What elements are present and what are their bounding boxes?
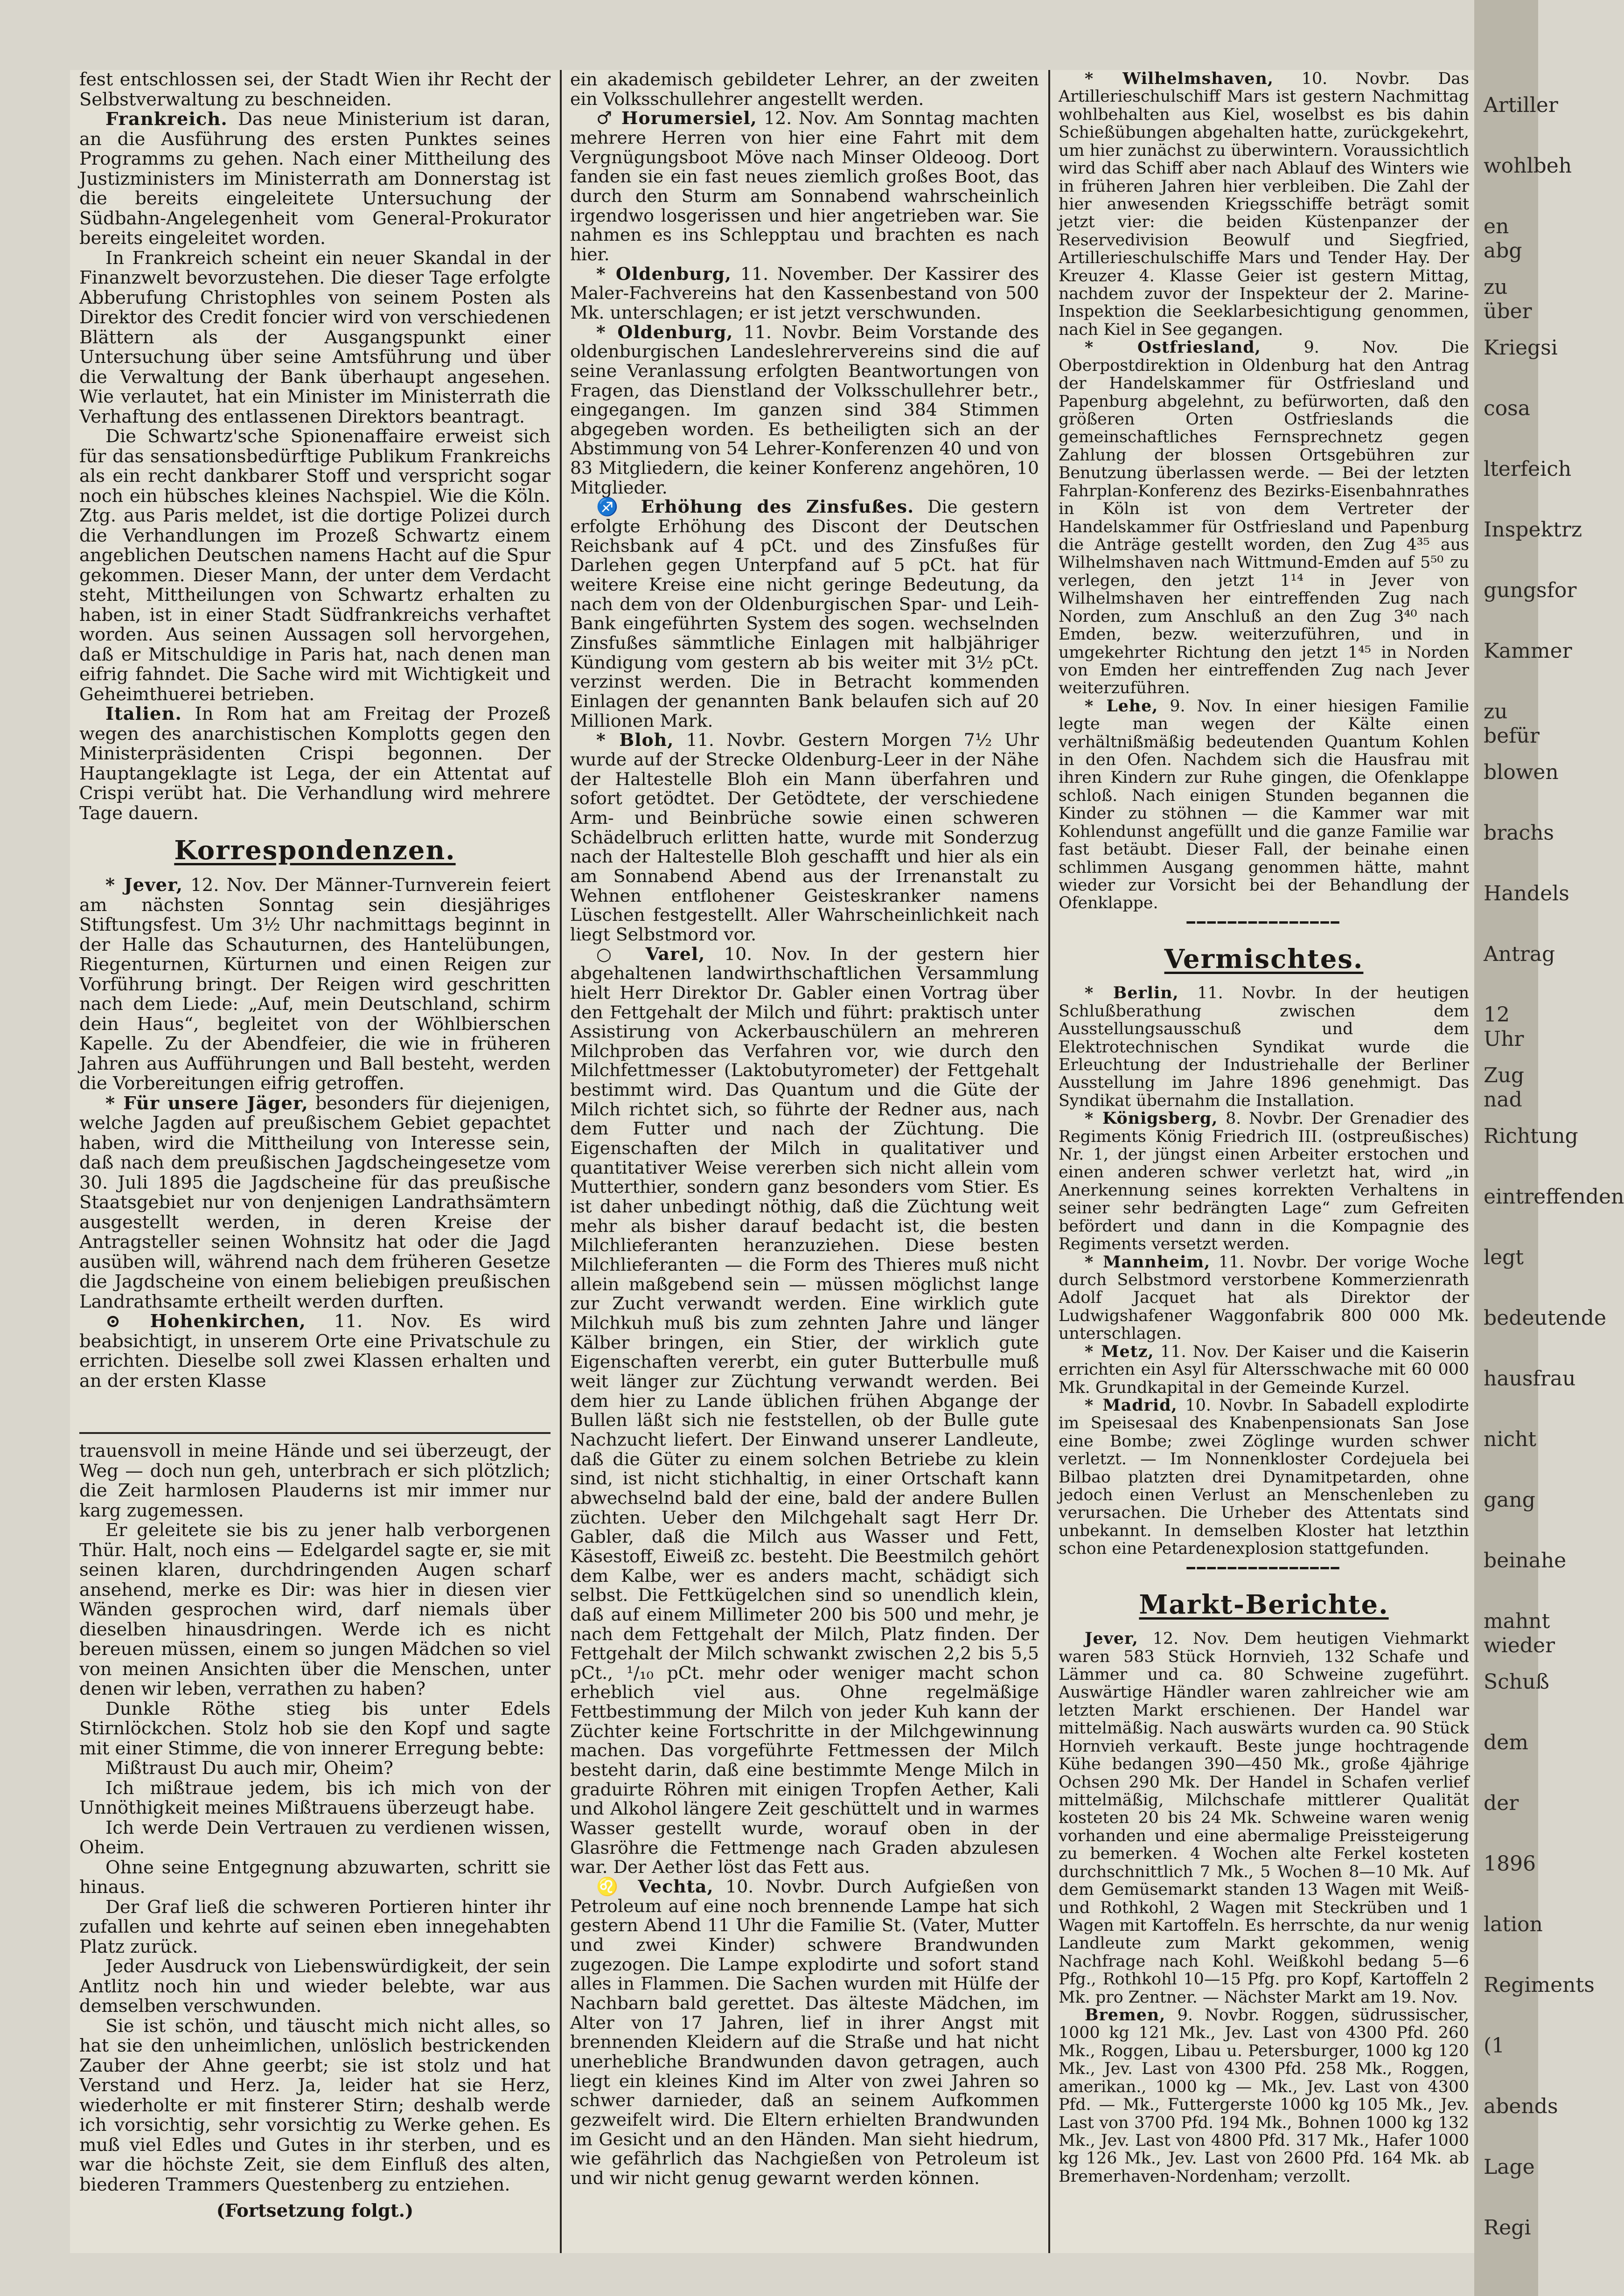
margin-fragment: Richtung — [1484, 1124, 1578, 1148]
article-text: 12. Nov. Am Sonntag machten mehrere Herren von hier eine Fahrt mit dem Vergnügungsboot Möve nach Minser Oldeoog. Dort fanden sie ein fast neues ziemlich großes Boot, das durch den Sturm am Sonnabend wahrscheinlich irgendwo losgerissen und hier angetrieben war. Sie nahmen es ins Schlepptau und brachten es nach hier. — [570, 108, 1039, 264]
margin-fragment: (1 — [1484, 2034, 1505, 2058]
paragraph: ein akademisch gebildeter Lehrer, an der zweiten ein Volksschullehrer angestellt werden. — [570, 69, 1039, 109]
article-heading: * Ostfriesland, — [1085, 338, 1261, 357]
paragraph — [1059, 697, 1469, 912]
margin-fragment: nicht — [1484, 1427, 1537, 1451]
article-heading: * Königsberg, — [1085, 1109, 1218, 1128]
column-1 — [79, 70, 551, 1391]
paragraph — [79, 1312, 551, 1391]
article-heading: Italien. — [105, 703, 182, 724]
margin-fragment: abends — [1484, 2094, 1558, 2118]
margin-fragment: beinahe — [1484, 1549, 1567, 1572]
paragraph: fest entschlossen sei, der Stadt Wien ihr Recht der Selbstverwaltung zu beschneiden. — [79, 69, 551, 110]
article-heading: ⊙ Hohenkirchen, — [105, 1311, 306, 1332]
margin-fragment: cosa — [1484, 397, 1530, 420]
article-heading: * Bloh, — [596, 730, 674, 751]
paragraph — [1059, 2006, 1469, 2185]
margin-fragment: wohlbeh — [1484, 154, 1572, 178]
paragraph — [570, 945, 1039, 1878]
margin-fragment: Zug nad — [1484, 1064, 1525, 1112]
feuilleton-separator — [79, 1432, 551, 1434]
article-text: 11. Nov. Es wird beabsichtigt, in unserem Orte eine Privatschule zu errichten. Dieselbe soll zwei Klassen erhalten und an der ersten Klasse — [79, 1311, 551, 1392]
article-heading: * Jever, — [105, 875, 183, 896]
article-heading: Jever, — [1085, 1629, 1138, 1649]
article-heading: Bremen, — [1085, 2005, 1166, 2025]
paragraph — [1059, 339, 1469, 697]
paragraph — [79, 1094, 551, 1312]
article-heading: ○ Varel, — [596, 943, 705, 964]
paragraph — [570, 323, 1039, 498]
paragraph: Er geleitete sie bis zu jener halb verborgenen Thür. Halt, noch eins — Edelgardel sagte er, sie mit seinen klaren, durchdringenden Augen scharf ansehend, merke es Dir: was hier in diesen vier Wänden gesprochen wird, darf niemals über dieselben hinausdringen. Werde ich es nicht bereuen müssen, einem so jungen Mädchen so viel von meinen Ansichten über die Menschen, unter denen wir leben, verrathen zu haben? — [79, 1520, 551, 1699]
column-divider — [1048, 70, 1050, 2253]
article-heading: * Madrid, — [1085, 1395, 1178, 1415]
adjacent-page-edge — [1474, 0, 1624, 2296]
margin-fragment: Inspektrz — [1484, 518, 1582, 542]
paragraph — [1059, 1343, 1469, 1397]
paragraph — [1059, 1630, 1469, 2006]
paragraph: Ohne seine Entgegnung abzuwarten, schritt sie hinaus. — [79, 1857, 551, 1898]
article-text: 8. Novbr. Der Grenadier des Regiments König Friedrich III. (ostpreußisches) Nr. 1, der jüngst einen Arbeiter erstochen und einen anderen schwer verletzt hat, wird „in Anerkennung seines korrekten Verhaltens in seiner sehr bedrängten Lage“ zum Gefreiten befördert und dann in die Kompagnie des Regiments versetzt werden. — [1059, 1109, 1469, 1254]
article-text: 12. Nov. Der Männer-Turnverein feiert am nächsten Sonntag sein diesjähriges Stiftungsfest. Um 3½ Uhr nachmittags beginnt in der Halle das Schauturnen, des Hantelübungen, Riegenturnen, Kürturnen und einen Reigen zur Vorführung bringt. Der Reigen wird geschritten nach dem Liede: „Auf, mein Deutschland, schirm dein Haus“, begleitet von der Wöhlbierschen Kapelle. Zu der Abendfeier, die wie in früheren Jahren aus Aufführungen und Ball besteht, werden die Vorbereitungen eifrig getroffen. — [79, 875, 551, 1094]
paragraph — [79, 876, 551, 1094]
margin-fragment: mahnt wieder — [1484, 1609, 1555, 1657]
margin-fragment: gungsfor — [1484, 578, 1577, 602]
column-divider — [560, 70, 562, 2253]
paragraph: Dunkle Röthe stieg bis unter Edels Stirnlöckchen. Stolz hob sie den Kopf und sagte mit einer Stimme, die von innerer Erregung bebte: — [79, 1698, 551, 1759]
article-text: 9. Novbr. Roggen, südrussischer, 1000 kg 121 Mk., Jev. Last von 4300 Pfd. 260 Mk., Roggen, Libau u. Petersburger, 1000 kg 120 Mk., Jev. Last von 4300 Pfd. 258 Mk., Roggen, amerikan., 1000 kg — Mk., Jev. Last von 4300 Pfd. — Mk., Futtergerste 1000 kg 105 Mk., Jev. Last von 3700 Pfd. 194 Mk., Bohnen 1000 kg 132 Mk., Jev. Last von 4800 Pfd. 317 Mk., Hafer 1000 kg 126 Mk., Jev. Last von 2600 Pfd. 164 Mk. ab Bremerhaven-Nordenham; verzollt. — [1059, 2006, 1470, 2186]
article-text: 12. Nov. Dem heutigen Viehmarkt waren 583 Stück Hornvieh, 132 Schafe und Lämmer und ca. 80 Schweine zugeführt. Auswärtige Händler waren zahlreicher wie am letzten Markt erschienen. Der Handel war mittelmäßig. Nach auswärts wurden ca. 90 Stück Hornvieh verkauft. Beste junge hochtragende Kühe bedangen 390—450 Mk., große 4jährige Ochsen 290 Mk. Der Handel in Schafen verlief mittelmäßig, Milchschafe mittlerer Qualität kosteten 20 bis 24 Mk. Schweine waren wenig vorhanden und eine abermalige Preissteigerung zu bemerken. 4 Wochen alte Ferkel kosteten durchschnittlich 7 Mk., 5 Wochen 8—10 Mk. Auf dem Gemüsemarkt standen 13 Wagen mit Weiß- und Rothkohl, 2 Wagen mit Steckrüben und 1 Wagen mit Kartoffeln. Es herrschte, da nur wenig Landleute zum Markt gekommen, wenig Nachfrage nach Kohl. Weißkohl bedang 5—6 Pfg., Rothkohl 10—15 Pfg. pro Kopf, Kartoffeln 2 Mk. pro Zentner. — Nächster Markt am 19. Nov. — [1059, 1629, 1469, 2007]
margin-fragment: zu befür — [1484, 700, 1540, 748]
paragraph: Der Graf ließ die schweren Portieren hinter ihr zufallen und kehrte auf seinen eben innegehabten Platz zurück. — [79, 1896, 551, 1957]
margin-fragment: Kriegsi — [1484, 336, 1558, 360]
article-text: 11. Novbr. Der vorige Woche durch Selbstmord verstorbene Kommerzienrath Adolf Jacquet hat als Direktor der Ludwigshafener Waggonfabrik 800 000 Mk. unterschlagen. — [1059, 1252, 1469, 1343]
article-heading: * Oldenburg, — [596, 321, 733, 342]
paragraph — [570, 497, 1039, 731]
article-heading: ♌ Vechta, — [596, 1876, 714, 1897]
paragraph — [570, 731, 1039, 944]
article-heading: ♐ Erhöhung des Zinsfußes. — [596, 496, 914, 517]
article-text: In Rom hat am Freitag der Prozeß wegen des anarchistischen Komplotts gegen den Ministerpräsidenten Crispi begonnen. Der Hauptangeklagte ist Lega, der ein Attentat auf Crispi verübt hat. Die Verhandlung wird mehrere Tage dauern. — [79, 703, 551, 824]
article-heading: Frankreich. — [105, 109, 228, 130]
article-heading: * Lehe, — [1085, 696, 1158, 716]
article-heading: * Berlin, — [1085, 983, 1179, 1003]
paragraph: Mißtraust Du auch mir, Oheim? — [105, 1758, 393, 1779]
margin-fragment: blowen — [1484, 760, 1559, 784]
paragraph — [570, 264, 1039, 323]
article-heading: * Oldenburg, — [596, 263, 732, 284]
article-text: 10. Novbr. Das Artillerieschulschiff Mars ist gestern Nachmittag wohlbehalten aus Kiel, woselbst es bis dahin Schießübungen abgehalten hatte, zurückgekehrt, um hier zunächst zu überwintern. Voraussichtlich wird das Schiff aber nach Ablauf des Winters wie in früheren Jahren hier verbleiben. Die Zahl der hier anwesenden Kriegsschiffe beträgt somit jetzt vier: die beiden Küstenpanzer der Reservedivision Beowulf und Siegfried, Artillerieschulschiffe Mars und Tender Hay. Der Kreuzer 4. Klasse Geier ist gestern Mittag, nachdem zuvor der Inspekteur der 2. Marine-Inspektion die Seeklarbesichtigung genommen, nach Kiel in See gegangen. — [1059, 70, 1469, 339]
article-text: 9. Nov. Die Oberpostdirektion in Oldenburg hat den Antrag der Handelskammer für Ostfriesland und Papenburg abgelehnt, zu befürworten, daß den größeren Orten Ostfrieslands die gemeinschaftliches Fernsprechnetz gegen Zahlung der blossen Ortsgebühren zur Benutzung überlassen werde. — Bei der letzten Fahrplan-Konferenz des Bezirks-Eisenbahnrathes in Köln ist von dem Vertreter der Handelskammer für Ostfriesland und Papenburg die Anträge gestellt worden, den Zug 4³⁵ aus Wilhelmshaven nach Wittmund-Emden auf 5⁵⁰ zu verlegen, den jetzt 1¹⁴ in Jever von Wilhelmshaven her eintreffenden Zug nach Norden, zum Anschluß an den Zug 3⁴⁰ nach Emden, bezw. weiterzuführen, und in umgekehrter Richtung den jetzt 1⁴⁵ in Norden von Emden her eintreffenden Zug nach Jever weiterzuführen. — [1059, 338, 1470, 698]
margin-fragment: gang — [1484, 1488, 1535, 1512]
article-text: 11. Novbr. Gestern Morgen 7½ Uhr wurde auf der Strecke Oldenburg-Leer in der Nähe der Haltestelle Bloh ein Mann überfahren und sofort getödtet. Der Getödtete, der verschiedene Arm- und Beinbrüche sowie einen schweren Schädelbruch erlitten hatte, wurde mit Sonderzug nach der Haltestelle Bloh geschafft und hier als ein am Sonnabend Abend aus der Irrenanstalt zu Wehnen entflohener Geisteskranker namens Lüschen festgestellt. Aller Wahrscheinlichkeit nach liegt Selbstmord vor. — [570, 730, 1039, 945]
article-text: 11. Novbr. Beim Vorstande des oldenburgischen Landeslehrervereins sind die auf seine Veranlassung erfolgten Beantwortungen von Fragen, das Dienstland der Volksschullehrer betr., eingegangen. Im ganzen sind 384 Stimmen abgegeben worden. Es betheiligten sich an der Abstimmung von 54 Lehrer-Konferenzen 40 und von 83 Mitgliedern, die keiner Konferenz angehören, 10 Mitglieder. — [570, 321, 1039, 498]
paragraph: Die Schwartz'sche Spionenaffaire erweist sich für das sensationsbedürftige Publikum Frankreichs als ein recht dankbarer Stoff und verspricht sogar noch ein hübsches kleines Nachspiel. Wie die Köln. Ztg. aus Paris meldet, ist die dortige Polizei durch die Verhandlungen im Prozeß Schwartz einem angeblichen Deutschen namens Hacht auf die Spur gekommen. Dieser Mann, der unter dem Verdacht steht, Mittheilungen von Schwartz erhalten zu haben, ist in einer Stadt Südfrankreichs verhaftet worden. Aus seinen Aussagen soll hervorgehen, daß er Mitschuldige in Paris hat, nach denen man eifrig fahndet. Die Sache wird mit Wichtigkeit und Geheimthuerei betrieben. — [79, 426, 551, 705]
paragraph — [1059, 1397, 1469, 1558]
margin-fragment: legt — [1484, 1245, 1524, 1269]
continuation-note: (Fortsetzung folgt.) — [216, 2200, 414, 2221]
paragraph — [1059, 1110, 1469, 1253]
article-text: Das neue Ministerium ist daran, an die Ausführung des ersten Punktes seines Programms zu gehen. Nach einer Mittheilung des Justizministers im Ministerrath am Donnerstag ist die bereits eingeleitete Untersuchung der Südbahn-Angelegenheit vom General-Prokurator bereits eingeleitet worden. — [79, 109, 551, 249]
margin-fragment: dem — [1484, 1731, 1528, 1754]
margin-fragment: eintreffenden — [1484, 1185, 1624, 1209]
margin-fragment: Lage — [1484, 2155, 1535, 2179]
margin-fragment: Regiments — [1484, 1973, 1595, 1997]
paragraph: Sie ist schön, und täuscht mich nicht alles, so hat sie den unheimlichen, unlöslich bestrickenden Zauber der Ahne geerbt; sie ist stolz und hat Verstand und Herz. Ja, leider hat sie Herz, wiederholte er mit finsterer Stirn; deshalb werde ich vorsichtig, sehr vorsichtig zu Werke gehen. Es muß viel Edles und Gutes in ihr sterben, und es war die höchste Zeit, sie dem Einfluß des alten, biederen Trammers Questenberg zu entziehen. — [79, 2015, 551, 2195]
margin-fragment: Schuß — [1484, 1670, 1549, 1694]
paragraph — [79, 110, 551, 249]
margin-fragment: 1896 — [1484, 1852, 1536, 1876]
article-text: 10. Novbr. Durch Aufgießen von Petroleum auf eine noch brennende Lampe hat sich gestern Abend 11 Uhr die Familie St. (Vater, Mutter und zwei Kinder) schwere Brandwunden zugezogen. Die Lampe explodirte und sofort stand alles in Flammen. Die Sachen wurden mit Hülfe der Nachbarn bald gerettet. Das älteste Mädchen, im Alter von 17 Jahren, lief in ihrer Angst mit brennenden Kleidern auf die Straße und hat nicht unerhebliche Brandwunden davon getragen, auch liegt ein kleines Kind im Alter von zwei Jahren so schwer darnieder, daß an seinem Aufkommen gezweifelt wird. Die Eltern erhielten Brandwunden im Gesicht und an den Händen. Man sieht hiedrum, wie gefährlich das Nachgießen von Petroleum ist und wir nicht genug gewarnt werden können. — [570, 1876, 1039, 2188]
ornamental-rule: ━━━━━━━━━━━━━━━ — [1186, 914, 1341, 931]
article-text: 10. Nov. In der gestern hier abgehaltenen landwirthschaftlichen Versammlung hielt Herr Direktor Dr. Gabler einen Vortrag über den Fettgehalt der Milch und führt: praktisch unter Assistirung von Ackerbauschülern an mehreren Milchproben das Verfahren vor, wie durch den Milchfettmesser (Laktobutyrometer) der Fettgehalt bestimmt wird. Das Quantum und die Güte der Milch richtet sich, so führte der Redner aus, nach dem Futter und nach der Züchtung. Die Eigenschaften der Milch in qualitativer und quantitativer Weise vererben sich nicht allein vom Mutterthier, sondern ganz besonders vom Stier. Es ist daher unbedingt nöthig, daß die Züchtung weit mehr als bisher darauf bedacht ist, die besten Milchlieferanten heranzuziehen. Diese besten Milchlieferanten — die Form des Thieres muß nicht allein maßgebend sein — müssen möglichst lange zur Zucht verwandt werden. Eine wirklich gute Milchkuh muß bis zum zehnten Jahre und länger Kälber bringen, ein Stier, der wirklich gute Eigenschaften vererbt, ein guter Butterbulle muß weit länger zur Züchtung verwandt werden. Bei dem hier zu Lande üblichen frühen Abgange der Bullen läßt sich nie feststellen, ob der Bulle gute Nachzucht liefert. Der Einwand unserer Landleute, daß die Güter zu einem solchen Betriebe zu klein sind, ist nicht stichhaltig, in einer Ortschaft kann abwechselnd bald der eine, bald der andere Bullen züchten. Ueber den Milchgehalt sagt Herr Dr. Gabler, daß die Milch aus Wasser und Fett, Käsestoff, Eiweiß zc. besteht. Die Beestmilch gehört dem Kalbe, wer es anders macht, schädigt sich selbst. Die Fettkügelchen sind so unendlich klein, daß auf einem Millimeter 200 bis 500 und mehr, je nach dem Fettgehalt der Milch, Platz finden. Der Fettgehalt der Milch schwankt zwischen 2,2 bis 5,5 pCt., ¹/₁₀ pCt. mehr oder weniger macht schon erheblich viel aus. Ohne regelmäßige Fettbestimmung der Milch von jeder Kuh kann der Züchter keine Fortschritte in der Milchgewinnung machen. Das vorgeführte Fettmessen der Milch besteht darin, daß eine bestimmte Menge Milch in graduirte Röhren mit einigen Tropfen Aether, Kali und Alkohol längere Zeit geschüttelt und in warmes Wasser gestellt wurde, worauf oben in der Glasröhre die Fettmenge nach Graden abzulesen war. Der Aether löst das Fett aus. — [570, 943, 1039, 1878]
section-heading-korrespondenzen: Korrespondenzen. — [174, 835, 456, 866]
paragraph: In Frankreich scheint ein neuer Skandal in der Finanzwelt bevorzustehen. Die dieser Tage erfolgte Abberufung Christophles von seinem Posten als Direktor des Credit foncier wird von verschiedenen Blättern als der Ausgangspunkt einer Untersuchung über seine Amtsführung und über die Verwaltung der Bank überhaupt angesehen. Wie verlautet, hat ein Minister im Ministerrath die Verhaftung des entlassenen Direktors beantragt. — [79, 247, 551, 427]
margin-fragment: Regi — [1484, 2216, 1531, 2240]
paragraph: Ich werde Dein Vertrauen zu verdienen wissen, Oheim. — [79, 1817, 551, 1858]
newspaper-page — [70, 70, 1474, 2253]
margin-fragment: lation — [1484, 1913, 1543, 1936]
article-text: 11. Nov. Der Kaiser und die Kaiserin errichten ein Asyl für Altersschwache mit 60 000 Mk. Grundkapital in der Gemeinde Kurzel. — [1059, 1342, 1470, 1397]
article-heading: * Mannheim, — [1085, 1252, 1211, 1272]
margin-fragment: Handels — [1484, 882, 1569, 905]
margin-fragment: hausfrau — [1484, 1367, 1576, 1391]
paragraph — [570, 1877, 1039, 2188]
article-heading: * Wilhelmshaven, — [1085, 69, 1274, 88]
article-text: besonders für diejenigen, welche Jagden auf preußischem Gebiet gepachtet haben, wird die Mittheilung von Interesse sein, daß nach dem preußischen Jagdscheingesetze vom 30. Juli 1895 die Jagdscheine für das preußische Staatsgebiet nur von denjenigen Landrathsämtern ausgestellt werden, in deren Kreise der Antragsteller seinen Wohnsitz hat oder die Jagd ausüben will, während nach dem früheren Gesetze die Jagdscheine von einem beliebigen preußischen Landrathsamte ertheilt werden durften. — [79, 1092, 551, 1312]
margin-fragment: en abg — [1484, 215, 1522, 263]
margin-fragment: zu über — [1484, 275, 1532, 323]
margin-fragment: lterfeich — [1484, 457, 1572, 481]
margin-fragment: bedeutende — [1484, 1306, 1607, 1330]
paragraph: Jeder Ausdruck von Liebenswürdigkeit, der sein Antlitz noch hin und wieder belebte, war aus demselben verschwunden. — [79, 1956, 551, 2017]
paragraph: Ich mißtraue jedem, bis ich mich von der Unnöthigkeit meines Mißtrauens überzeugt habe. — [79, 1777, 551, 1818]
paragraph: trauensvoll in meine Hände und sei überzeugt, der Weg — doch nun geh, unterbrach er sich plötzlich; die Zeit harmlosen Plauderns ist mir immer nur karg zugemessen. — [79, 1440, 551, 1521]
article-heading: * Für unsere Jäger, — [105, 1092, 308, 1114]
margin-fragment: Artiller — [1484, 93, 1558, 117]
ornamental-rule: ━━━━━━━━━━━━━━━ — [1186, 1560, 1341, 1577]
margin-fragment: Kammer — [1484, 639, 1572, 663]
margin-fragment: der — [1484, 1791, 1519, 1815]
article-heading: ♂ Horumersiel, — [596, 108, 757, 129]
margin-fragment: Antrag — [1484, 942, 1555, 966]
paragraph — [79, 704, 551, 823]
column-3 — [1059, 70, 1469, 2185]
column-2 — [570, 70, 1039, 2188]
paragraph — [1059, 984, 1469, 1110]
article-text: 10. Novbr. In Sabadell explodirte im Speisesaal des Knabenpensionats San Jose eine Bombe; zwei Zöglinge wurden schwer verletzt. — Im Nonnenkloster Cordejuela bei Bilbao platzten drei Dynamitpetarden, ohne jedoch einen Verlust an Menschenleben zu verursachen. Die Urheber des Attentats sind unbekannt. In demselben Kloster hat letzthin schon eine Petardenexplosion stattgefunden. — [1059, 1396, 1470, 1558]
article-text: Die gestern erfolgte Erhöhung des Discont der Deutschen Reichsbank auf 4 pCt. und des Zinsfußes für Darlehen gegen Unterpfand auf 5 pCt. hat für weitere Kreise eine nicht geringe Bedeutung, da nach dem von der Oldenburgischen Spar- und Leih-Bank eingeführten System des sogen. wechselnden Zinsfußes sämmtliche Einlagen mit halbjähriger Kündigung vom gestern ab bis weiter mit 3½ pCt. verzinst werden. Die in Betracht kommenden Einlagen der genannten Bank belaufen sich auf 20 Millionen Mark. — [570, 496, 1039, 731]
feuilleton-column — [79, 1441, 551, 2221]
article-text: 11. Novbr. In der heutigen Schlußberathung zwischen dem Ausstellungsausschuß und dem Elektrotechnischen Syndikat wurde die Erleuchtung der Industriehalle der Berliner Ausstellung im Jahre 1896 genehmigt. Das Syndikat übernahm die Installation. — [1059, 984, 1470, 1110]
article-text: 11. November. Der Kassirer des Maler-Fachvereins hat den Kassenbestand von 500 Mk. unterschlagen; er ist jetzt verschwunden. — [570, 263, 1039, 323]
paragraph — [1059, 70, 1469, 339]
article-heading: * Metz, — [1085, 1342, 1154, 1361]
paragraph — [1059, 1253, 1469, 1343]
section-heading-marktberichte: Markt-Berichte. — [1139, 1589, 1389, 1621]
margin-fragment: brachs — [1484, 821, 1554, 845]
article-text: 9. Nov. In einer hiesigen Familie legte man wegen der Kälte einen verhältnißmäßig bedeutenden Quantum Kohlen in den Ofen. Nachdem sich die Hausfrau mit ihren Kindern zur Ruhe gingen, die Ofenklappe schloß. Nach einigen Stunden begannen die Kinder zu stöhnen — die Kammer war mit Kohlendunst angefüllt und die ganze Familie war fast betäubt. Dieser Fall, der beinahe einen schlimmen Ausgang genommen hätte, mahnt wieder zur Vorsicht bei der Behandlung der Ofenklappe. — [1059, 696, 1469, 913]
paragraph — [570, 109, 1039, 264]
section-heading-vermischtes: Vermischtes. — [1164, 944, 1364, 975]
margin-fragment: 12 Uhr — [1484, 1003, 1524, 1051]
